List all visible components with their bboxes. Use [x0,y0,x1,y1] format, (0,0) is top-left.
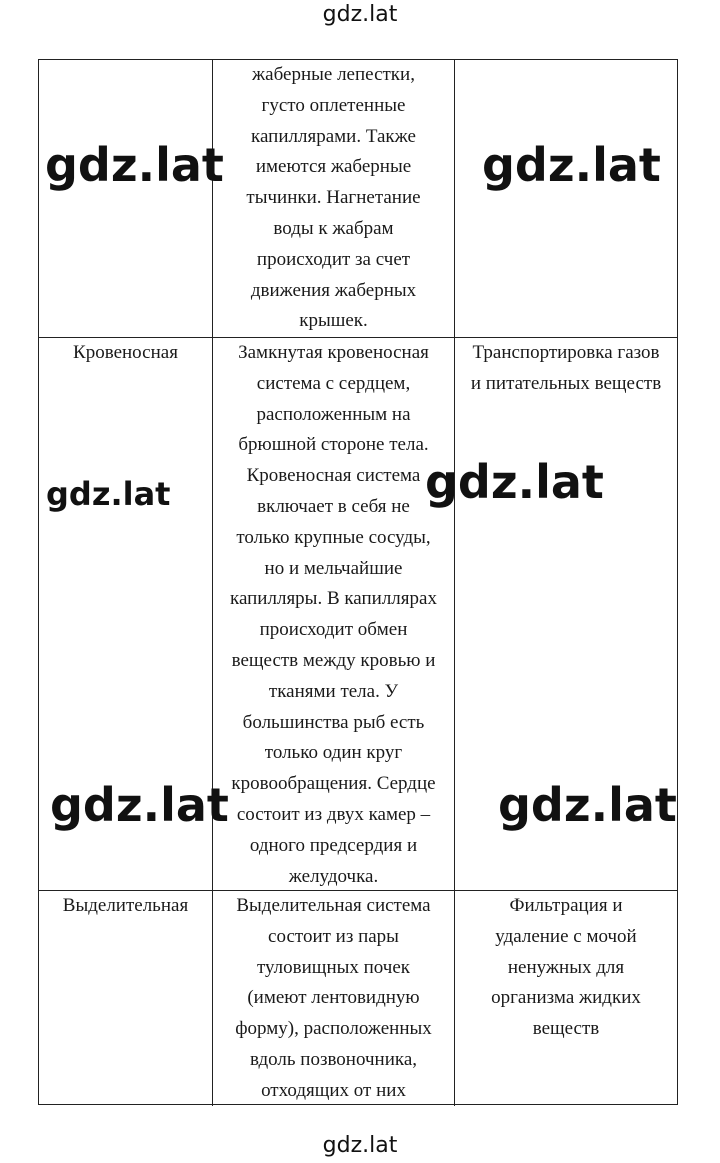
table-row [39,60,677,338]
watermark: gdz.lat [45,138,224,192]
system-name: Выделительная [62,895,189,916]
site-footer: gdz.lat [322,1133,398,1158]
structure-text: Замкнутая кровеносная система с сердцем, расположенным на брюшной стороне тела. Кровеносная система включает в себя не только крупные сосуды, но и мельчайшие капилляры. В капиллярах происходит обмен веществ между кровью и тканями тела. У большинства рыб есть только один круг кровообращения. Сердце состоит из двух камер – одного предсердия и желудочка. [230,342,437,887]
site-header: gdz.lat [322,2,398,27]
watermark: gdz.lat [425,455,604,509]
systems-table [38,59,678,1105]
structure-cell [213,338,455,890]
system-name-cell [39,60,213,337]
system-name: Кровеносная [73,342,178,363]
function-cell [455,60,677,337]
watermark: gdz.lat [482,138,661,192]
watermark: gdz.lat [46,475,171,513]
structure-cell [213,60,455,337]
function-text: Фильтрация и удаление с мочой ненужных для организма жидких веществ [491,895,641,1040]
structure-text: Выделительная система состоит из пары туловищных почек (имеют лентовидную форму), расположенных вдоль позвоночника, отходящих от них [235,895,432,1101]
table-row [39,891,677,1106]
structure-cell [213,891,455,1106]
function-cell [455,891,677,1106]
watermark: gdz.lat [498,778,677,832]
system-name-cell [39,891,213,1106]
function-text: Транспортировка газов и питательных веществ [470,342,662,394]
watermark: gdz.lat [50,778,229,832]
structure-text: жаберные лепестки, густо оплетенные капиллярами. Также имеются жаберные тычинки. Нагнетание воды к жабрам происходит за счет движения жаберных крышек. [246,64,421,332]
